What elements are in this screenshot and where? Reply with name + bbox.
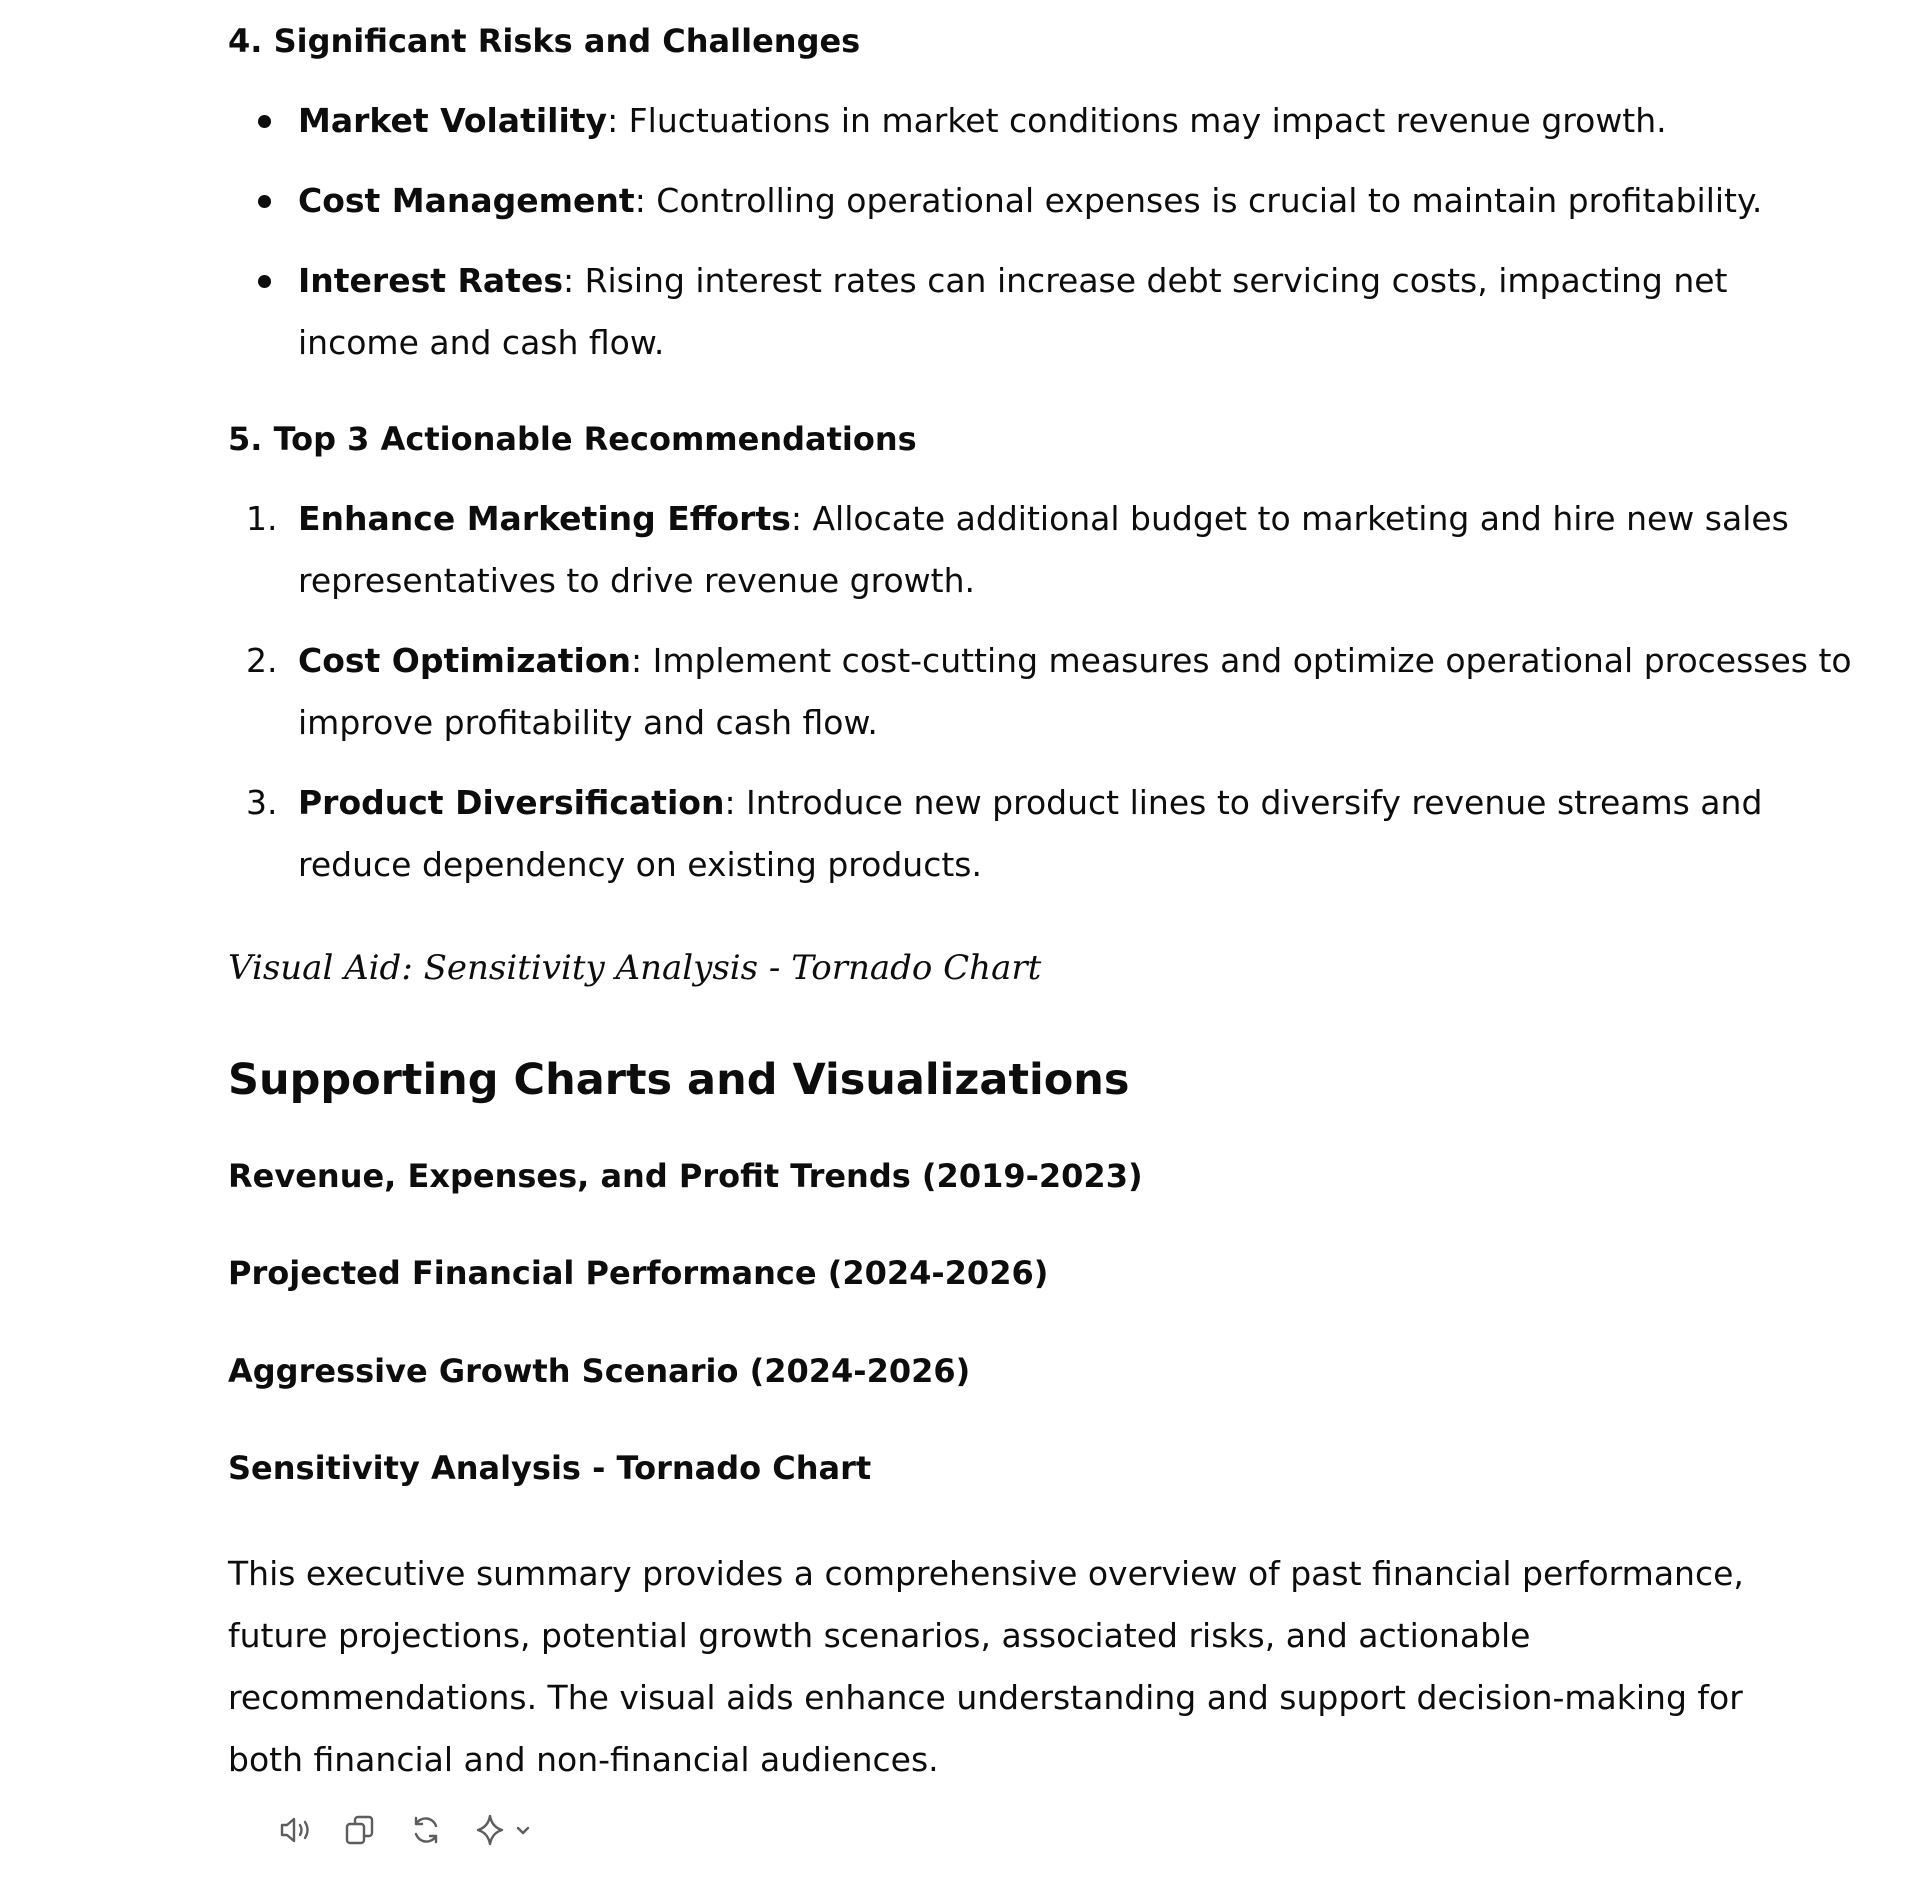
risks-heading: 4. Significant Risks and Challenges <box>228 22 861 60</box>
chart-title: Sensitivity Analysis - Tornado Chart <box>228 1449 872 1487</box>
risk-item <box>298 250 1858 374</box>
recommendation-text: : Introduce new product lines to diversify revenue streams and reduce dependency on existing products. <box>298 783 1763 884</box>
read-aloud-icon[interactable] <box>274 1810 314 1850</box>
risk-item-title: Interest Rates <box>298 261 563 300</box>
message-actions <box>274 1810 532 1850</box>
risk-item-text: : Fluctuations in market conditions may impact revenue growth. <box>607 101 1667 140</box>
recommendations-heading: 5. Top 3 Actionable Recommendations <box>228 420 917 458</box>
chart-title: Projected Financial Performance (2024-2026) <box>228 1254 1049 1292</box>
risk-item-text: : Rising interest rates can increase debt servicing costs, impacting net income and cash flow. <box>298 261 1728 362</box>
risk-item-title: Cost Management <box>298 181 635 220</box>
visual-aid-caption: Visual Aid: Sensitivity Analysis - Tornado Chart <box>228 948 1042 988</box>
list-number: 1. <box>246 499 278 538</box>
risk-item-title: Market Volatility <box>298 101 608 140</box>
recommendation-title: Product Diversification <box>298 783 725 822</box>
bullet-dot <box>258 115 271 128</box>
risk-item <box>298 170 1858 232</box>
list-number: 3. <box>246 783 278 822</box>
regenerate-icon[interactable] <box>406 1810 446 1850</box>
recommendation-text: : Implement cost-cutting measures and optimize operational processes to improve profitability and cash flow. <box>298 641 1852 742</box>
risk-item-text: : Controlling operational expenses is crucial to maintain profitability. <box>634 181 1763 220</box>
recommendation-item <box>246 630 1858 754</box>
summary-paragraph: This executive summary provides a comprehensive overview of past financial performance, future projections, potential growth scenarios, associated risks, and actionable recommendations. The visual aids enhance understanding and support decision-making for both financial and non-financial audiences. <box>228 1554 1744 1779</box>
recommendation-text: : Allocate additional budget to marketing and hire new sales representatives to drive revenue growth. <box>298 499 1789 600</box>
recommendation-title: Cost Optimization <box>298 641 631 680</box>
risk-item <box>298 90 1858 152</box>
supporting-heading: Supporting Charts and Visualizations <box>228 1055 1130 1105</box>
sparkle-model-icon[interactable] <box>472 1810 532 1850</box>
recommendation-item <box>246 488 1858 612</box>
bullet-dot <box>258 195 271 208</box>
copy-icon[interactable] <box>340 1810 380 1850</box>
chart-title: Revenue, Expenses, and Profit Trends (2019-2023) <box>228 1157 1143 1195</box>
bullet-dot <box>258 275 271 288</box>
chart-title: Aggressive Growth Scenario (2024-2026) <box>228 1352 971 1390</box>
recommendation-title: Enhance Marketing Efforts <box>298 499 791 538</box>
recommendation-item <box>246 772 1858 896</box>
list-number: 2. <box>246 641 278 680</box>
